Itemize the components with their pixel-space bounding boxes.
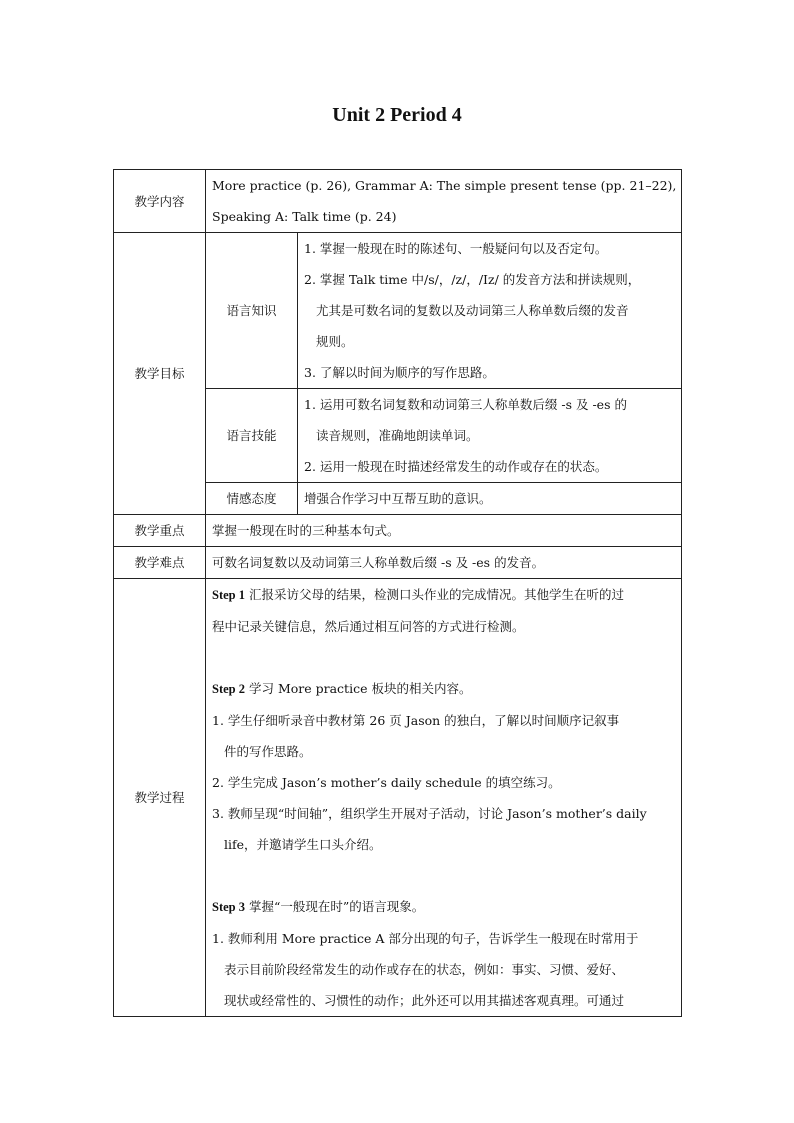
lesson-plan-table — [113, 169, 682, 1017]
content-cell — [206, 170, 682, 233]
step3-heading: Step 3 — [212, 900, 245, 914]
step3-title: 掌握“一般现在时”的语言现象。 — [245, 899, 425, 914]
difficulties-text: 可数名词复数以及动词第三人称单数后缀 -s 及 -es 的发音。 — [206, 547, 682, 579]
skills-label: 语言技能 — [206, 389, 298, 483]
step2-item-3a: 3. 教师呈现“时间轴”，组织学生开展对子活动，讨论 Jason’s mother’s daily — [212, 806, 647, 821]
knowledge-line-4: 规则。 — [316, 334, 354, 349]
skills-cell — [298, 389, 682, 483]
step2-title: 学习 More practice 板块的相关内容。 — [245, 681, 472, 696]
key-points-text: 掌握一般现在时的三种基本句式。 — [206, 515, 682, 547]
content-label: 教学内容 — [114, 170, 206, 233]
step2-heading: Step 2 — [212, 682, 245, 696]
process-label: 教学过程 — [114, 579, 206, 1017]
step3-item-1c: 现状或经常性的、习惯性的动作；此外还可以用其描述客观真理。可通过 — [224, 993, 625, 1008]
skills-line-3: 2. 运用一般现在时描述经常发生的动作或存在的状态。 — [304, 459, 608, 474]
step3-title-line — [212, 891, 675, 923]
attitude-text: 增强合作学习中互帮互助的意识。 — [298, 483, 682, 515]
step1-line-1 — [212, 579, 675, 611]
skills-line-2: 读音规则，准确地朗读单词。 — [316, 428, 479, 443]
step2-title-line — [212, 673, 675, 705]
content-line-2: Speaking A: Talk time (p. 24) — [212, 209, 397, 224]
attitude-label: 情感态度 — [206, 483, 298, 515]
step1-line-2: 程中记录关键信息，然后通过相互问答的方式进行检测。 — [212, 619, 525, 634]
difficulties-label: 教学难点 — [114, 547, 206, 579]
step3-item-1a: 1. 教师利用 More practice A 部分出现的句子，告诉学生一般现在时常用于 — [212, 931, 639, 946]
step2-item-1a: 1. 学生仔细听录音中教材第 26 页 Jason 的独白，了解以时间顺序记叙事 — [212, 713, 620, 728]
content-row — [114, 170, 682, 233]
spacer — [212, 642, 675, 673]
knowledge-line-1: 1. 掌握一般现在时的陈述句、一般疑问句以及否定句。 — [304, 241, 608, 256]
knowledge-line-5: 3. 了解以时间为顺序的写作思路。 — [304, 365, 495, 380]
document-title: Unit 2 Period 4 — [332, 104, 462, 126]
objectives-knowledge-row — [114, 233, 682, 389]
knowledge-line-3: 尤其是可数名词的复数以及动词第三人称单数后缀的发音 — [316, 303, 629, 318]
step2-item-1b: 件的写作思路。 — [224, 744, 312, 759]
process-row — [114, 579, 682, 1017]
step2-item-2: 2. 学生完成 Jason’s mother’s daily schedule 的填空练习。 — [212, 775, 561, 790]
step3-item-1b: 表示目前阶段经常发生的动作或存在的状态，例如：事实、习惯、爱好、 — [224, 962, 625, 977]
step2-item-3b: life，并邀请学生口头介绍。 — [224, 837, 382, 852]
step1-text: 汇报采访父母的结果，检测口头作业的完成情况。其他学生在听的过 — [245, 587, 624, 602]
process-cell — [206, 579, 682, 1017]
spacer — [212, 860, 675, 891]
difficulties-row — [114, 547, 682, 579]
objectives-label: 教学目标 — [114, 233, 206, 515]
knowledge-label: 语言知识 — [206, 233, 298, 389]
key-points-row — [114, 515, 682, 547]
content-line-1: More practice (p. 26), Grammar A: The simple present tense (pp. 21–22), — [212, 178, 677, 193]
key-points-label: 教学重点 — [114, 515, 206, 547]
skills-line-1: 1. 运用可数名词复数和动词第三人称单数后缀 -s 及 -es 的 — [304, 397, 627, 412]
knowledge-cell — [298, 233, 682, 389]
step1-heading: Step 1 — [212, 588, 245, 602]
knowledge-line-2: 2. 掌握 Talk time 中/s/，/z/，/Iz/ 的发音方法和拼读规则， — [304, 272, 641, 287]
